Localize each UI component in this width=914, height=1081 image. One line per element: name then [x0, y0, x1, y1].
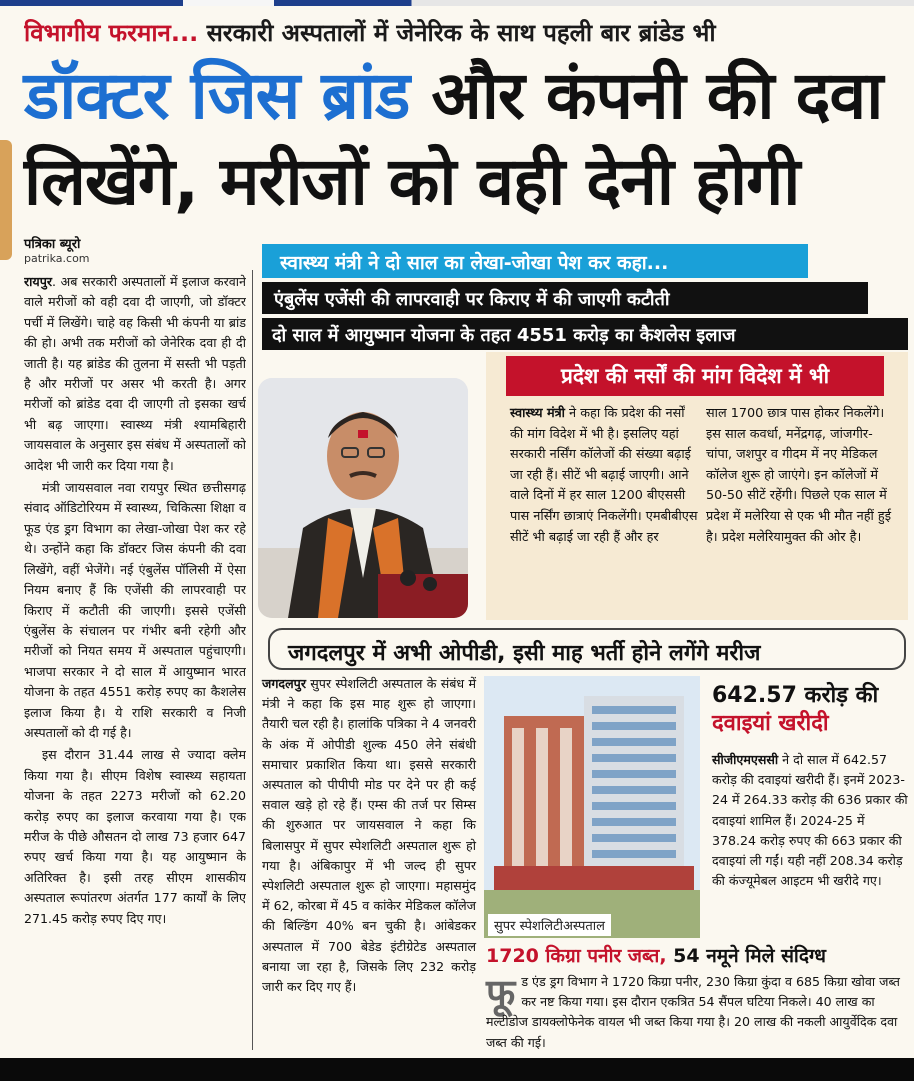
- subhead-blue-text: स्वास्थ्य मंत्री ने दो साल का लेखा-जोखा पेश कर कहा...: [280, 252, 669, 274]
- kicker-rest: सरकारी अस्पतालों में जेनेरिक के साथ पहली बार ब्रांडेड भी: [198, 19, 716, 47]
- adjacent-photo-edge: [0, 140, 12, 260]
- dateline: रायपुर: [24, 274, 53, 289]
- subhead-ambulance: एंबुलेंस एजेंसी की लापरवाही पर किराए में की जाएगी कटौती: [262, 282, 868, 314]
- nurses-heading: प्रदेश की नर्सों की मांग विदेश में भी: [506, 356, 884, 396]
- headline-blue-part: डॉक्टर जिस ब्रांड: [24, 57, 410, 134]
- byline: [24, 234, 90, 265]
- jagdalpur-lead: जगदलपुर: [262, 676, 306, 691]
- minister-photo: [258, 378, 468, 618]
- seizure-heading: [486, 942, 910, 968]
- bottom-bar: [0, 1058, 914, 1081]
- minister-illustration: [258, 378, 468, 618]
- headline-line-1: [24, 56, 904, 136]
- medicines-story: [712, 750, 908, 891]
- hospital-illustration: [484, 676, 700, 938]
- kicker: [24, 16, 904, 49]
- jagdalpur-story: [262, 674, 476, 997]
- medicines-heading-black: 642.57 करोड़ की: [712, 683, 879, 708]
- headline-black-part: और कंपनी की दवा: [409, 57, 883, 134]
- jagdalpur-story-text: सुपर स्पेशलिटी अस्पताल के संबंध में मंत्री ने कहा कि इस माह शुरू हो जाएगा। तैयारी चल रही है। हालांकि पत्रिका ने 4 जनवरी के अंक में ओपीडी शुल्क 450 लेने संबंधी समाचार प्रकाशित किया था। इससे सरकारी अस्पताल को पीपीपी मोड पर देने पर ही कई सवाल खड़े हो रहे हैं। एम्स की तर्ज पर सिम्स की शुरुआत पर जायसवाल ने कहा कि बिलासपुर में सुपर स्पेशलिटी अस्पताल शुरू हो गया है। अंबिकापुर में भी जल्द ही सुपर स्पेशलिटी अस्पताल शुरू हो जाएगा। महासमुंद में 62, कोरबा में 45 व कांकेर मेडिकल कॉलेज की बिल्डिंग 40% बन चुकी है। आंबेडकर अस्पताल में 700 बेडेड इंटीग्रेटेड अस्पताल बनाया जा रहा है, जिसके लिए 232 करोड़ जारी कर दिए गए हैं।: [262, 676, 476, 995]
- seizure-heading-black: 54 नमूने मिले संदिग्ध: [666, 945, 826, 967]
- kicker-lead: विभागीय फरमान...: [24, 19, 199, 47]
- main-paragraph-1: [24, 272, 246, 476]
- medicines-heading: [712, 682, 906, 738]
- main-paragraph-1-text: . अब सरकारी अस्पतालों में इलाज करवाने वाले मरीजों को वही दवा दी जाएगी, जो डॉक्टर पर्ची में लिखेंगे। चाहे वह किसी भी कंपनी या ब्रांड की हो। अभी तक मरीजों को जेनेरिक दवा ही दी जाती है। यह ब्रांडेड की तुलना में सस्ती भी पड़ती है और मरीजों पर असर भी करती है। अगर मरीजों को ब्रांडेड दवा दी जाएगी तो इसका खर्च भी बढ़ जाएगा। स्वास्थ्य मंत्री श्यामबिहारी जायसवाल के अनुसार इस संबंध में अस्पतालों को आदेश भी जारी कर दिया गया है।: [24, 274, 246, 473]
- drop-cap: फू: [486, 971, 516, 1015]
- nurses-column-1: [510, 404, 698, 548]
- subhead-ayushman: दो साल में आयुष्मान योजना के तहत 4551 करोड़ का कैशलेस इलाज: [262, 318, 908, 350]
- headline-line-2: लिखेंगे, मरीजों को वही देनी होगी: [24, 143, 800, 220]
- main-paragraph-2: मंत्री जायसवाल नवा रायपुर स्थित छत्तीसगढ़ संवाद ऑडिटोरियम में स्वास्थ्य, चिकित्सा शिक्षा व फूड एंड ड्रग विभाग का लेखा-जोखा पेश कर रहे थे। उन्होंने कहा कि डॉक्टर जिस कंपनी की दवा लिखेंगे, वहीं भेजेंगे। नई एंबुलेंस पॉलिसी में ऐसा नियम बनाए हैं कि एजेंसी की लापरवाही पर किराए में कटौती की जाएगी। इससे एजेंसी एंबुलेंस के संचालन पर गंभीर बनी रहेगी और मरीजों को नियत समय में अस्पताल पहुंचाएगी। भाजपा सरकार ने दो साल में आयुष्मान भारत योजना के तहत 4551 करोड़ रुपए का कैशलेस इलाज किया है। ये राशि सरकारी व निजी अस्पतालों को दी गई है।: [24, 480, 246, 740]
- column-divider: [252, 270, 253, 1050]
- seizure-story-text: ड एंड ड्रग विभाग ने 1720 किग्रा पनीर, 230 किग्रा कुंदा व 685 किग्रा खोवा जब्त कर नष्ट किया गया। इस दौरान एकत्रित 54 सैंपल घटिया निकले। 40 लाख का मल्टीडोज डायक्लोफेनेक वायल भी जब्त किया गया है। 20 लाख की नकली आयुर्वेदिक दवा जब्त की गई।: [486, 974, 900, 1050]
- main-paragraph-3: इस दौरान 31.44 लाख से ज्यादा क्लेम किया गया है। सीएम विशेष स्वास्थ्य सहायता योजना के तहत 2273 मरीजों को 62.20 करोड़ रुपए का इलाज करवाया गया है। एक मरीज के पीछे औसतन दो लाख 73 हजार 647 रुपए खर्च किया गया है। यह आयुष्मान के अतिरिक्त है। इसी तरह सीएम शासकीय अस्पताल रूपांतरण अंतर्गत 177 कार्यों के लिए 271.45 करोड़ रुपए दिए गए।: [24, 747, 246, 926]
- nurses-column-1-text: ने कहा कि प्रदेश की नर्सों की मांग विदेश में भी है। इसलिए यहां सरकारी नर्सिंग कॉलेजों की संख्या बढ़ाई जा रही हैं। सीटें भी बढ़ाई जाएगी। आने वाले दिनों में हर साल 1200 बीएससी पास नर्सिंग छात्राएं निकलेंगी। एमबीबीएस सीटें भी बढ़ाई जा रही हैं और हर: [510, 406, 698, 545]
- byline-site: patrika.com: [24, 252, 90, 265]
- medicines-story-text: ने दो साल में 642.57 करोड़ की दवाइयां खरीदी हैं। इनमें 2023-24 में 264.33 करोड़ की 636 प्रकार की दवाइयां शामिल हैं। 2024-25 में 378.24 करोड़ रुपए की 663 प्रकार की दवाइयां ली गईं। यही नहीं 208.34 करोड़ की कंज्यूमेबल आइटम भी खरीदे गए।: [712, 752, 908, 889]
- jagdalpur-heading: जगदलपुर में अभी ओपीडी, इसी माह भर्ती होने लगेंगे मरीज: [268, 628, 906, 670]
- subhead-blue: [262, 244, 808, 278]
- seizure-story: [486, 972, 910, 1053]
- medicines-lead: सीजीएमएससी: [712, 752, 779, 767]
- top-strip: [0, 0, 914, 6]
- seizure-heading-red: 1720 किग्रा पनीर जब्त,: [486, 945, 667, 967]
- main-story-column: [24, 272, 246, 1052]
- hospital-photo: [484, 676, 700, 938]
- nurses-lead: स्वास्थ्य मंत्री: [510, 406, 565, 421]
- byline-name: पत्रिका ब्यूरो: [24, 237, 81, 252]
- nurses-column-2: साल 1700 छात्र पास होकर निकलेंगे। इस साल कवर्धा, मनेंद्रगढ़, जांजगीर-चांपा, जशपुर व गीदम में नए मेडिकल कॉलेज शुरू हो जाएंगे। इन कॉलेजों में 50-50 सीटें रहेंगी। पिछले एक साल में प्रदेश में मलेरिया से एक भी मौत नहीं हुई है। प्रदेश मलेरियामुक्त की ओर है।: [706, 406, 892, 545]
- medicines-heading-red: दवाइयां खरीदी: [712, 711, 829, 736]
- hospital-photo-caption: सुपर स्पेशलिटीअस्पताल: [488, 914, 611, 936]
